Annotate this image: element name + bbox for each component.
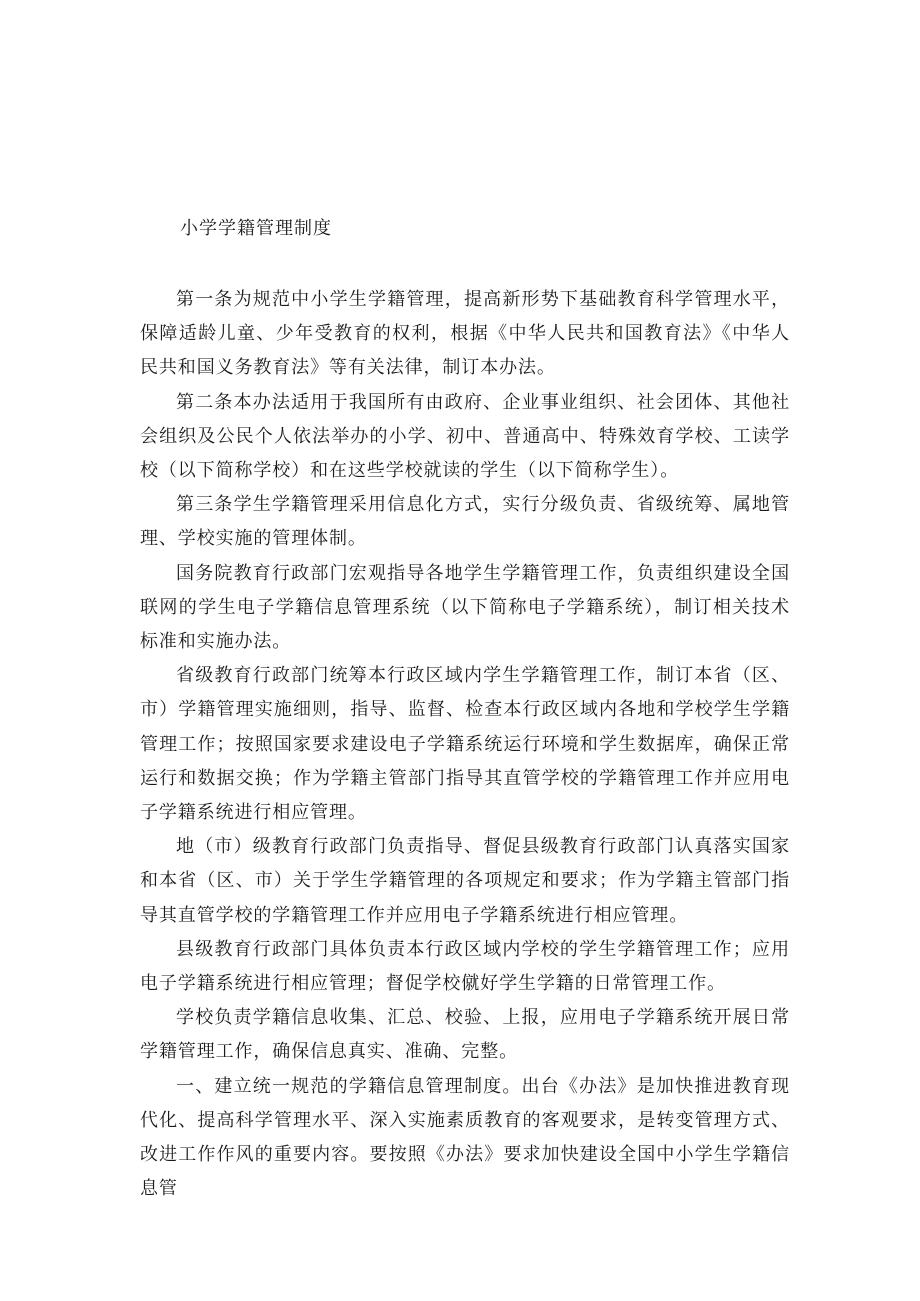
paragraph-school: 学校负责学籍信息收集、汇总、校验、上报，应用电子学籍系统开展日常学籍管理工作，确保信息真实、准确、完整。: [140, 1007, 790, 1063]
paragraph-article-3: 第三条学生学籍管理采用信息化方式，实行分级负责、省级统筹、属地管理、学校实施的管理体制。: [140, 494, 790, 550]
document-body: [140, 283, 790, 1206]
paragraph-article-2: 第二条本办法适用于我国所有由政府、企业事业组织、社会团体、其他社会组织及公民个人依法举办的小学、初中、普通高中、特殊效育学校、工读学校（以下简称学校）和在这些学校就读的学生（以下简称学生）。: [140, 391, 790, 482]
paragraph-article-1: 第一条为规范中小学生学籍管理，提高新形势下基础教育科学管理水平，保障适龄儿童、少年受教育的权利，根据《中华人民共和国教育法》《中华人民共和国义务教育法》等有关法律，制订本办法。: [140, 289, 790, 379]
paragraph-provincial: 省级教育行政部门统筹本行政区域内学生学籍管理工作，制订本省（区、市）学籍管理实施细则，指导、监督、检查本行政区域内各地和学校学生学籍管理工作；按照国家要求建设电子学籍系统运行环境和学生数据库，确保正常运行和数据交换；作为学籍主管部门指导其直管学校的学籍管理工作并应用电子学籍系统进行相应管理。: [140, 665, 790, 824]
paragraph-section-one: 一、建立统一规范的学籍信息管理制度。出台《办法》是加快推进教育现代化、提高科学管理水平、深入实施素质教育的客观要求，是转变管理方式、改进工作作风的重要内容。要按照《办法》要求加快建设全国中小学生学籍信息管: [140, 1075, 790, 1200]
document-title: 小学学籍管理制度: [180, 218, 332, 239]
paragraph-prefecture: 地（市）级教育行政部门负责指导、督促县级教育行政部门认真落实国家和本省（区、市）关于学生学籍管理的各项规定和要求；作为学籍主管部门指导其直管学校的学籍管理工作并应用电子学籍系统进行相应管理。: [140, 836, 790, 926]
paragraph-county: 县级教育行政部门具体负责本行政区域内学校的学生学籍管理工作；应用电子学籍系统进行相应管理；督促学校僦好学生学籍的日常管理工作。: [140, 938, 790, 995]
paragraph-state-council: 国务院教育行政部门宏观指导各地学生学籍管理工作，负责组织建设全国联网的学生电子学籍信息管理系统（以下简称电子学籍系统），制订相关技术标准和实施办法。: [140, 562, 790, 653]
